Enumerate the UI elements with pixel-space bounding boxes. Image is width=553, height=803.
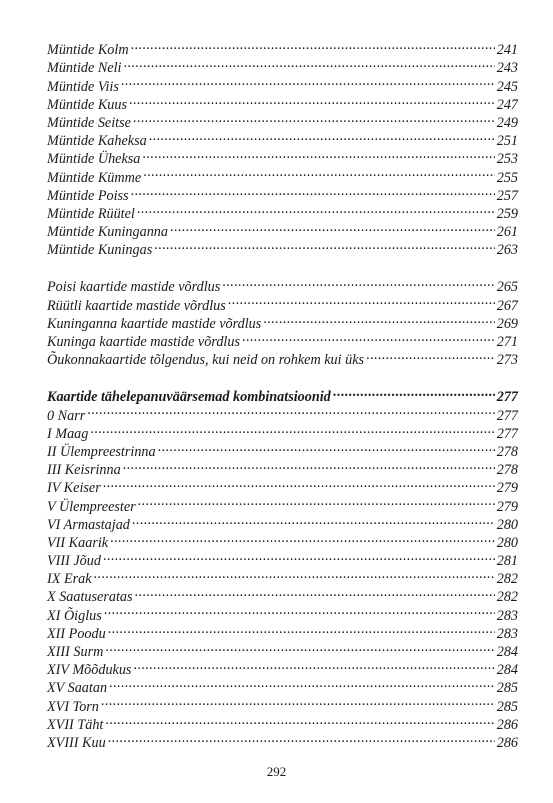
toc-entry — [47, 692, 518, 715]
toc-entry-page: 280 — [496, 534, 518, 551]
toc-entry-page: 283 — [496, 625, 518, 642]
dot-leader — [142, 145, 494, 163]
toc-entry — [47, 583, 518, 606]
toc-entry-title: XVII Täht — [47, 716, 104, 733]
toc-entry-title: Müntide Kuningas — [47, 242, 153, 259]
toc-entry-title: Poisi kaartide mastide võrdlus — [47, 279, 221, 296]
dot-leader — [131, 182, 495, 200]
toc-entry-title: XVI Torn — [47, 698, 99, 715]
toc-section-heading — [47, 383, 518, 406]
toc-entry-page: 247 — [496, 96, 518, 113]
toc-entry-page: 267 — [496, 297, 518, 314]
toc-entry — [47, 674, 518, 697]
dot-leader — [132, 511, 495, 529]
toc-entry — [47, 729, 518, 751]
dot-leader — [149, 127, 495, 145]
toc-entry — [47, 711, 518, 733]
page-number: 292 — [266, 764, 287, 779]
toc-entry — [47, 36, 518, 59]
toc-entry — [47, 656, 518, 679]
toc-entry-title: Kuninga kaartide mastide võrdlus — [47, 334, 240, 350]
dot-leader — [87, 401, 494, 419]
toc-entry-page: 282 — [496, 589, 518, 606]
toc-entry-page: 259 — [496, 205, 518, 222]
toc-entry-title: Müntide Kuus — [47, 96, 127, 113]
toc-entry — [47, 420, 518, 442]
toc-entry-page: 285 — [496, 698, 518, 715]
dot-leader — [103, 474, 495, 492]
toc-entry-page: 279 — [496, 498, 518, 515]
dot-leader — [103, 547, 495, 565]
dot-leader — [170, 218, 495, 236]
toc-entry — [47, 547, 518, 570]
toc-entry-title: IV Keiser — [47, 480, 101, 497]
toc-entry-title: Müntide Kaheksa — [47, 133, 147, 150]
toc-entry-title: Müntide Seitse — [47, 114, 131, 131]
toc-entry-page: 263 — [496, 242, 518, 259]
toc-entry-page: 253 — [496, 151, 518, 168]
toc-entry-page: 243 — [496, 60, 518, 77]
toc-entry-page: 282 — [496, 571, 518, 588]
toc-entry — [47, 620, 518, 642]
toc-entry-title: Kaartide tähelepanuväärsemad kombinatsioonid — [47, 389, 331, 406]
dot-leader — [333, 383, 495, 401]
toc-entry-title: IX Erak — [47, 571, 92, 588]
dot-leader — [104, 601, 495, 619]
dot-leader — [154, 236, 494, 254]
dot-leader — [138, 492, 495, 510]
toc-entry-page: 265 — [496, 279, 518, 296]
toc-entry-title: XV Saatan — [47, 680, 108, 697]
dot-leader — [222, 273, 494, 291]
toc-entry-page: 257 — [496, 187, 518, 204]
toc-entry-page: 277 — [496, 389, 518, 406]
dot-leader — [105, 638, 494, 656]
toc-entry-title: Müntide Neli — [47, 60, 122, 77]
toc-entry-page: 277 — [496, 425, 518, 442]
table-of-contents — [47, 36, 518, 751]
toc-entry-page: 271 — [496, 334, 518, 350]
toc-entry-page: 241 — [496, 42, 518, 59]
toc-section — [47, 36, 518, 259]
dot-leader — [129, 91, 495, 109]
dot-leader — [108, 620, 495, 638]
toc-entry-page: 249 — [496, 114, 518, 131]
toc-entry — [47, 638, 518, 660]
toc-entry-page: 280 — [496, 516, 518, 533]
toc-entry-page: 277 — [496, 407, 518, 424]
toc-entry-page: 286 — [496, 716, 518, 733]
dot-leader — [133, 656, 494, 674]
dot-leader — [108, 729, 495, 747]
toc-entry — [47, 401, 518, 424]
dot-leader — [90, 420, 494, 438]
dot-leader — [366, 346, 495, 364]
toc-entry-page: 261 — [496, 224, 518, 241]
dot-leader — [131, 36, 495, 54]
toc-entry-title: Müntide Viis — [47, 78, 119, 95]
dot-leader — [263, 310, 494, 328]
toc-entry-page: 269 — [496, 315, 518, 332]
toc-entry — [47, 565, 518, 588]
dot-leader — [101, 692, 495, 710]
toc-entry-page: 284 — [496, 662, 518, 679]
toc-entry-title: Müntide Rüütel — [47, 205, 135, 222]
toc-entry — [47, 438, 518, 460]
toc-entry-page: 245 — [496, 78, 518, 95]
dot-leader — [123, 54, 494, 72]
toc-entry — [47, 492, 518, 515]
dot-leader — [123, 456, 495, 474]
toc-entry-title: Müntide Üheksa — [47, 151, 141, 168]
toc-entry — [47, 474, 518, 497]
toc-entry — [47, 273, 518, 296]
toc-section — [47, 273, 518, 369]
toc-entry — [47, 529, 518, 551]
dot-leader — [133, 109, 495, 127]
toc-entry-page: 255 — [496, 169, 518, 186]
toc-entry-title: I Maag — [47, 425, 89, 442]
toc-entry-page: 278 — [496, 462, 518, 479]
toc-entry-title: VI Armastajad — [47, 516, 130, 533]
toc-entry-title: III Keisrinna — [47, 462, 121, 479]
dot-leader — [109, 674, 495, 692]
toc-entry-page: 278 — [496, 443, 518, 460]
dot-leader — [158, 438, 495, 456]
toc-entry-page: 285 — [496, 680, 518, 697]
dot-leader — [137, 200, 495, 218]
toc-entry-page: 251 — [496, 133, 518, 150]
dot-leader — [228, 291, 495, 309]
toc-entry-title: V Ülempreester — [47, 498, 136, 515]
toc-entry-title: XIV Mõõdukus — [47, 662, 132, 679]
toc-entry-page: 279 — [496, 480, 518, 497]
toc-section — [47, 383, 518, 751]
dot-leader — [143, 163, 495, 181]
toc-entry-title: Müntide Kümme — [47, 169, 142, 186]
toc-entry-title: Õukonnakaartide tõlgendus, kui neid on rohkem kui üks — [47, 352, 365, 369]
toc-entry-page: 284 — [496, 644, 518, 660]
toc-entry-title: Müntide Kuninganna — [47, 224, 168, 241]
dot-leader — [135, 583, 495, 601]
toc-entry-page: 273 — [496, 352, 518, 369]
toc-entry — [47, 601, 518, 624]
toc-entry-title: XII Poodu — [47, 625, 106, 642]
toc-entry-title: X Saatuseratas — [47, 589, 133, 606]
dot-leader — [242, 328, 495, 346]
toc-entry-title: XI Õiglus — [47, 607, 102, 624]
toc-entry-page: 281 — [496, 553, 518, 570]
toc-entry-title: Müntide Kolm — [47, 42, 129, 59]
toc-entry-title: VIII Jõud — [47, 553, 101, 570]
toc-entry-title: XIII Surm — [47, 644, 104, 660]
dot-leader — [121, 72, 495, 90]
toc-entry-title: XVIII Kuu — [47, 734, 106, 751]
toc-entry-page: 283 — [496, 607, 518, 624]
toc-entry-title: Kuninganna kaartide mastide võrdlus — [47, 315, 262, 332]
toc-entry-title: Müntide Poiss — [47, 187, 129, 204]
toc-entry-title: 0 Narr — [47, 407, 86, 424]
dot-leader — [105, 711, 494, 729]
dot-leader — [110, 529, 495, 547]
toc-entry-page: 286 — [496, 734, 518, 751]
toc-entry-title: VII Kaarik — [47, 534, 109, 551]
toc-entry-title: II Ülempreestrinna — [47, 443, 156, 460]
toc-entry-title: Rüütli kaartide mastide võrdlus — [47, 297, 226, 314]
dot-leader — [94, 565, 495, 583]
